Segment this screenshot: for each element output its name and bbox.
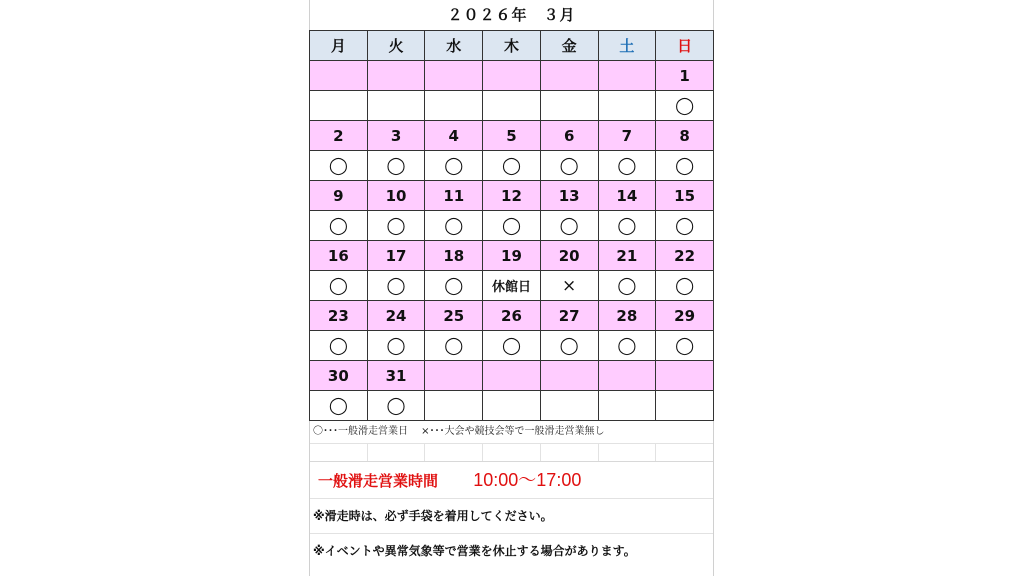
status-cell bbox=[425, 391, 483, 421]
status-cell: ◯ bbox=[598, 271, 656, 301]
status-cell: ◯ bbox=[483, 151, 541, 181]
date-cell: 18 bbox=[425, 241, 483, 271]
date-cell bbox=[656, 361, 714, 391]
spacer-cell bbox=[368, 444, 426, 461]
status-cell bbox=[367, 91, 425, 121]
status-cell bbox=[483, 391, 541, 421]
status-cell: ◯ bbox=[540, 331, 598, 361]
status-cell: ◯ bbox=[367, 331, 425, 361]
date-cell: 11 bbox=[425, 181, 483, 211]
date-cell: 3 bbox=[367, 121, 425, 151]
status-row bbox=[310, 271, 714, 301]
date-cell bbox=[483, 61, 541, 91]
date-cell: 24 bbox=[367, 301, 425, 331]
date-cell: 28 bbox=[598, 301, 656, 331]
status-cell bbox=[540, 91, 598, 121]
date-row bbox=[310, 241, 714, 271]
status-cell: ◯ bbox=[540, 151, 598, 181]
status-cell: ◯ bbox=[425, 151, 483, 181]
calendar-title: ２０２６年 ３月 bbox=[447, 6, 576, 24]
status-cell: ◯ bbox=[598, 331, 656, 361]
status-cell bbox=[540, 391, 598, 421]
spacer-cell bbox=[599, 444, 657, 461]
date-cell: 12 bbox=[483, 181, 541, 211]
date-cell bbox=[483, 361, 541, 391]
status-cell: ◯ bbox=[598, 211, 656, 241]
status-cell bbox=[483, 91, 541, 121]
date-cell: 20 bbox=[540, 241, 598, 271]
status-cell bbox=[598, 91, 656, 121]
status-cell: ◯ bbox=[483, 331, 541, 361]
spacer-cell bbox=[656, 444, 713, 461]
spacer-cell bbox=[483, 444, 541, 461]
status-row bbox=[310, 91, 714, 121]
date-cell: 19 bbox=[483, 241, 541, 271]
spacer-grid-row bbox=[310, 444, 713, 462]
status-cell: ◯ bbox=[367, 151, 425, 181]
opening-hours-label: 一般滑走営業時間 bbox=[318, 472, 439, 490]
date-cell: 22 bbox=[656, 241, 714, 271]
status-cell: ◯ bbox=[310, 271, 368, 301]
weekday-header-row bbox=[310, 31, 714, 61]
date-cell: 2 bbox=[310, 121, 368, 151]
status-cell bbox=[425, 91, 483, 121]
date-row bbox=[310, 181, 714, 211]
date-row bbox=[310, 301, 714, 331]
date-cell bbox=[310, 61, 368, 91]
date-cell: 15 bbox=[656, 181, 714, 211]
note-gloves: ※滑走時は、必ず手袋を着用してください。 bbox=[310, 499, 713, 534]
weekday-fri: 金 bbox=[540, 31, 598, 61]
status-cell: ◯ bbox=[483, 211, 541, 241]
date-cell: 14 bbox=[598, 181, 656, 211]
weekday-sat: 土 bbox=[598, 31, 656, 61]
status-row bbox=[310, 331, 714, 361]
opening-hours-time: 10:00～17:00 bbox=[473, 470, 582, 490]
status-cell: ◯ bbox=[367, 211, 425, 241]
date-cell: 13 bbox=[540, 181, 598, 211]
status-cell: ◯ bbox=[656, 271, 714, 301]
date-cell: 17 bbox=[367, 241, 425, 271]
date-cell: 23 bbox=[310, 301, 368, 331]
status-cell: ◯ bbox=[656, 331, 714, 361]
status-cell: ◯ bbox=[425, 211, 483, 241]
status-cell: ◯ bbox=[310, 211, 368, 241]
date-cell: 31 bbox=[367, 361, 425, 391]
status-cell: ◯ bbox=[310, 391, 368, 421]
weekday-tue: 火 bbox=[367, 31, 425, 61]
weekday-wed: 水 bbox=[425, 31, 483, 61]
date-cell: 6 bbox=[540, 121, 598, 151]
date-cell bbox=[367, 61, 425, 91]
date-cell: 4 bbox=[425, 121, 483, 151]
status-cell: 休館日 bbox=[483, 271, 541, 301]
spacer-cell bbox=[310, 444, 368, 461]
date-row bbox=[310, 361, 714, 391]
date-cell: 1 bbox=[656, 61, 714, 91]
date-cell bbox=[598, 61, 656, 91]
status-cell: ◯ bbox=[310, 331, 368, 361]
date-cell: 25 bbox=[425, 301, 483, 331]
date-cell: 16 bbox=[310, 241, 368, 271]
opening-hours bbox=[310, 462, 713, 499]
date-cell: 27 bbox=[540, 301, 598, 331]
note-closure: ※イベントや異常気象等で営業を休止する場合があります。 bbox=[313, 544, 636, 558]
date-row bbox=[310, 121, 714, 151]
status-row bbox=[310, 151, 714, 181]
date-cell: 10 bbox=[367, 181, 425, 211]
status-cell: ◯ bbox=[367, 271, 425, 301]
weekday-mon: 月 bbox=[310, 31, 368, 61]
status-cell: ◯ bbox=[310, 151, 368, 181]
date-cell bbox=[425, 361, 483, 391]
status-cell: ◯ bbox=[425, 331, 483, 361]
weekday-sun: 日 bbox=[656, 31, 714, 61]
schedule-sheet bbox=[309, 0, 714, 576]
date-cell bbox=[425, 61, 483, 91]
date-cell: 7 bbox=[598, 121, 656, 151]
weekday-thu: 木 bbox=[483, 31, 541, 61]
spacer-cell bbox=[541, 444, 599, 461]
status-cell: ◯ bbox=[367, 391, 425, 421]
date-cell: 29 bbox=[656, 301, 714, 331]
status-cell: × bbox=[540, 271, 598, 301]
status-cell bbox=[656, 391, 714, 421]
status-cell: ◯ bbox=[656, 151, 714, 181]
status-cell: ◯ bbox=[656, 91, 714, 121]
date-cell bbox=[540, 61, 598, 91]
date-cell: 5 bbox=[483, 121, 541, 151]
calendar-body bbox=[310, 61, 714, 421]
spacer-cell bbox=[425, 444, 483, 461]
status-row bbox=[310, 211, 714, 241]
date-cell: 9 bbox=[310, 181, 368, 211]
status-cell: ◯ bbox=[656, 211, 714, 241]
status-cell bbox=[310, 91, 368, 121]
date-cell: 30 bbox=[310, 361, 368, 391]
status-cell bbox=[598, 391, 656, 421]
date-cell: 26 bbox=[483, 301, 541, 331]
date-row bbox=[310, 61, 714, 91]
calendar-table bbox=[309, 30, 714, 421]
status-cell: ◯ bbox=[598, 151, 656, 181]
date-cell: 21 bbox=[598, 241, 656, 271]
date-cell bbox=[540, 361, 598, 391]
status-row bbox=[310, 391, 714, 421]
status-cell: ◯ bbox=[425, 271, 483, 301]
date-cell: 8 bbox=[656, 121, 714, 151]
date-cell bbox=[598, 361, 656, 391]
status-cell: ◯ bbox=[540, 211, 598, 241]
legend-text: 〇･･･一般滑走営業日 ×･･･大会や競技会等で一般滑走営業無し bbox=[310, 421, 713, 444]
